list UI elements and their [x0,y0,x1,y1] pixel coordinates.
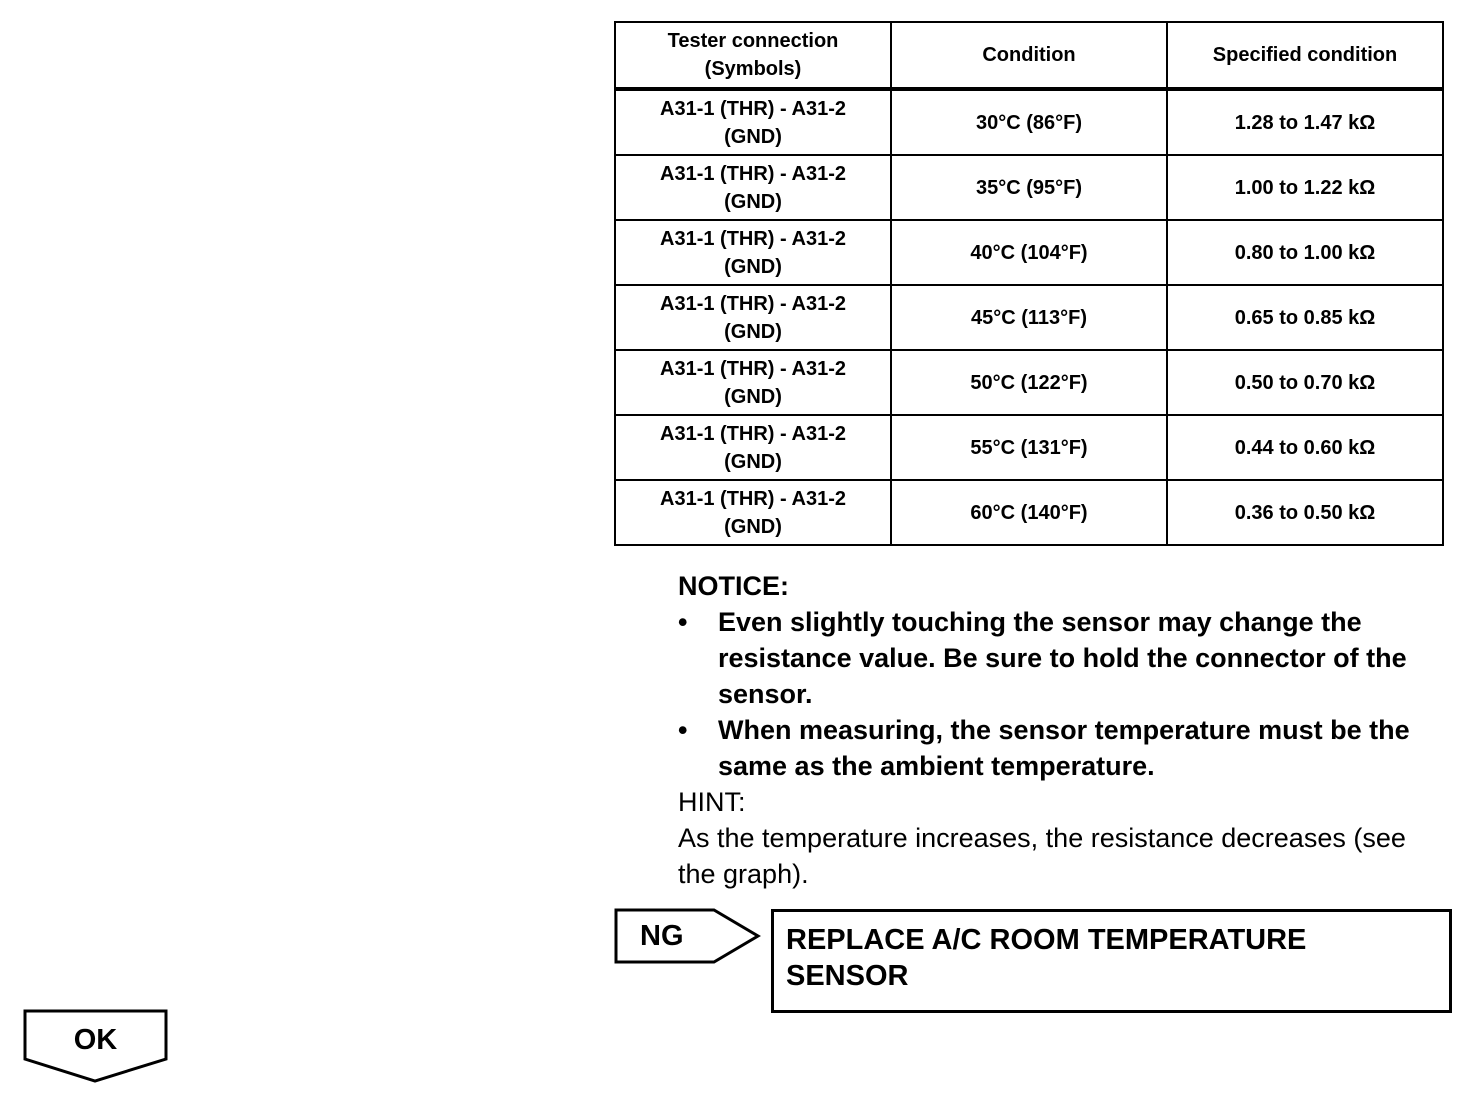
table-row [615,480,1443,545]
cell-tester-connection: A31-1 (THR) - A31-2 (GND) [615,350,891,415]
table-row [615,220,1443,285]
bullet-icon: • [678,715,688,745]
notes-section [678,568,1448,892]
replace-sensor-box [771,909,1452,1013]
cell-condition: 40°C (104°F) [891,220,1167,285]
notice-item-text: Even slightly touching the sensor may change the resistance value. Be sure to hold the connector of the sensor. [718,607,1407,709]
cell-tester-connection: A31-1 (THR) - A31-2 (GND) [615,220,891,285]
header-specified-condition: Specified condition [1167,22,1443,89]
notice-item [678,604,1448,712]
header-tester-connection: Tester connection (Symbols) [615,22,891,89]
replace-sensor-text: REPLACE A/C ROOM TEMPERATURE SENSOR [786,924,1307,992]
table-row [615,155,1443,220]
table-row [615,415,1443,480]
cell-tester-connection: A31-1 (THR) - A31-2 (GND) [615,89,891,155]
table-header-row [615,22,1443,89]
ng-arrow-icon [614,908,764,968]
cell-condition: 60°C (140°F) [891,480,1167,545]
table-row [615,285,1443,350]
cell-specified-condition: 0.44 to 0.60 kΩ [1167,415,1443,480]
cell-specified-condition: 1.28 to 1.47 kΩ [1167,89,1443,155]
cell-tester-connection: A31-1 (THR) - A31-2 (GND) [615,285,891,350]
cell-specified-condition: 0.80 to 1.00 kΩ [1167,220,1443,285]
header-condition: Condition [891,22,1167,89]
notice-heading: NOTICE: [678,571,789,601]
cell-condition: 50°C (122°F) [891,350,1167,415]
cell-tester-connection: A31-1 (THR) - A31-2 (GND) [615,415,891,480]
cell-condition: 45°C (113°F) [891,285,1167,350]
resistance-spec-table [614,21,1444,546]
cell-specified-condition: 0.65 to 0.85 kΩ [1167,285,1443,350]
cell-condition: 35°C (95°F) [891,155,1167,220]
notice-item-text: When measuring, the sensor temperature must be the same as the ambient temperature. [718,715,1410,781]
cell-specified-condition: 1.00 to 1.22 kΩ [1167,155,1443,220]
cell-condition: 30°C (86°F) [891,89,1167,155]
hint-heading: HINT: [678,787,746,817]
table-row [615,89,1443,155]
cell-specified-condition: 0.50 to 0.70 kΩ [1167,350,1443,415]
cell-condition: 55°C (131°F) [891,415,1167,480]
cell-tester-connection: A31-1 (THR) - A31-2 (GND) [615,480,891,545]
ng-label: NG [640,920,684,952]
hint-text: As the temperature increases, the resistance decreases (see the graph). [678,823,1406,889]
ok-label: OK [73,1024,118,1056]
table-row [615,350,1443,415]
cell-specified-condition: 0.36 to 0.50 kΩ [1167,480,1443,545]
notice-item [678,712,1448,784]
bullet-icon: • [678,607,688,637]
cell-tester-connection: A31-1 (THR) - A31-2 (GND) [615,155,891,220]
